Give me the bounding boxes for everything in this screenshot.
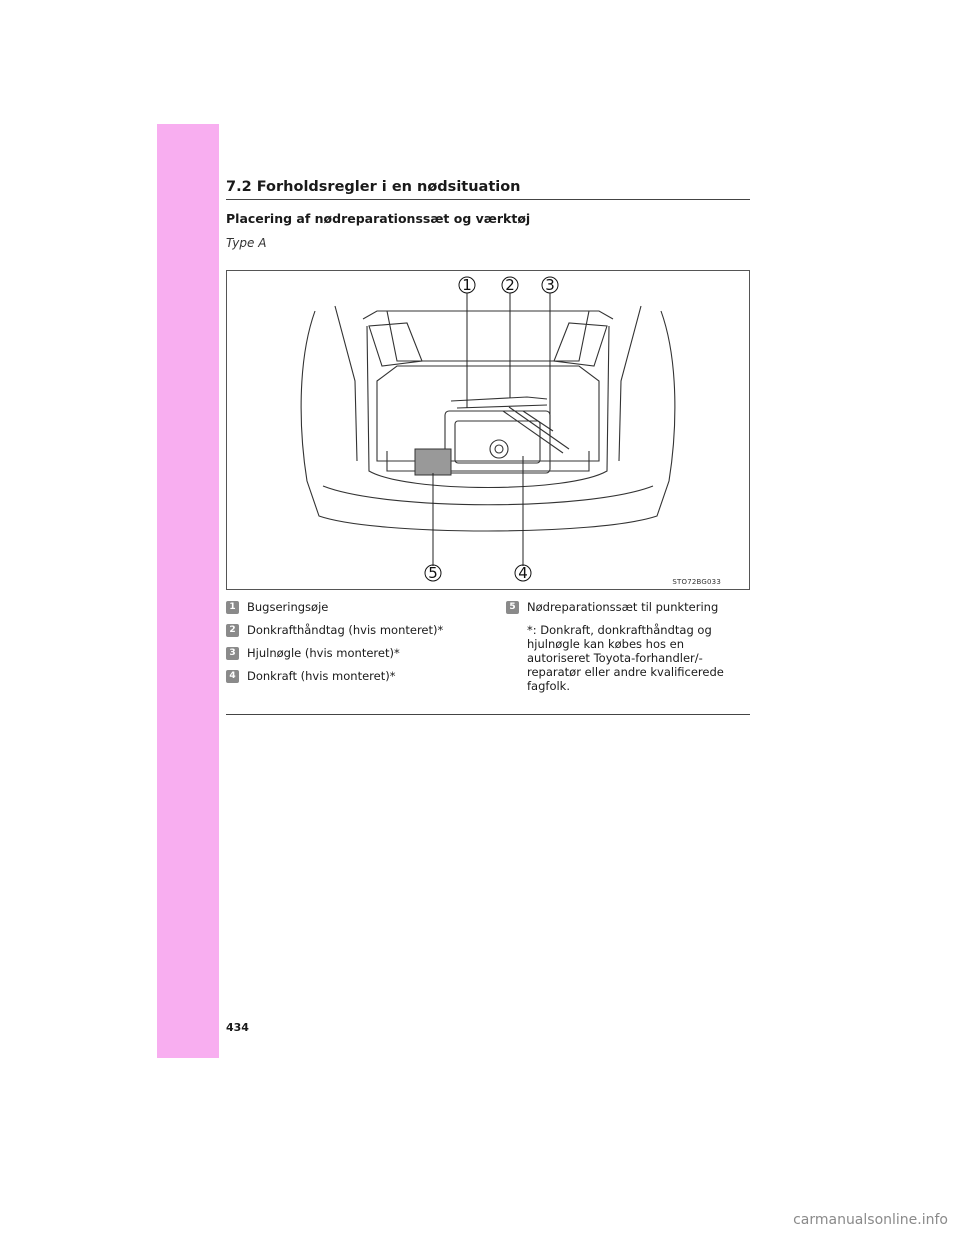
page-heading: Placering af nødreparationssæt og værktøj	[226, 211, 531, 226]
legend-item	[226, 623, 476, 638]
legend-text: Bugseringsøje	[247, 600, 329, 614]
callout-1: 1	[462, 276, 472, 294]
legend-item	[226, 600, 476, 615]
legend-item	[226, 646, 476, 661]
callout-2: 2	[505, 276, 515, 294]
number-badge: 4	[226, 670, 239, 683]
callout-4: 4	[518, 564, 528, 582]
chapter-side-tab	[157, 124, 219, 1058]
legend-text: Donkraft (hvis monteret)*	[247, 669, 396, 683]
trunk-drawing	[227, 271, 749, 589]
watermark: carmanualsonline.info	[793, 1212, 948, 1228]
callout-3: 3	[545, 276, 555, 294]
trunk-illustration	[226, 270, 750, 590]
legend-item	[226, 669, 476, 684]
legend-right	[506, 600, 750, 693]
type-label: Type A	[226, 236, 267, 250]
footnote: *: Donkraft, donkrafthåndtag og hjulnøgle kan købes hos en autoriseret Toyota-forhandler/-reparatør eller andre kvalificerede fagfolk.	[527, 623, 724, 693]
header-rule	[226, 199, 750, 200]
section-title: 7.2 Forholdsregler i en nødsituation	[226, 179, 521, 195]
legend-item	[506, 600, 750, 615]
page-number: 434	[226, 1021, 249, 1034]
legend-left	[226, 600, 476, 692]
callout-5: 5	[428, 564, 438, 582]
figure-code: STO72BG033	[672, 578, 721, 586]
number-badge: 2	[226, 624, 239, 637]
footer-rule	[226, 714, 750, 715]
number-badge: 5	[506, 601, 519, 614]
number-badge: 1	[226, 601, 239, 614]
number-badge: 3	[226, 647, 239, 660]
legend-text: Hjulnøgle (hvis monteret)*	[247, 646, 400, 660]
legend-text: Donkrafthåndtag (hvis monteret)*	[247, 623, 444, 637]
legend-text: Nødreparationssæt til punktering	[527, 600, 719, 614]
